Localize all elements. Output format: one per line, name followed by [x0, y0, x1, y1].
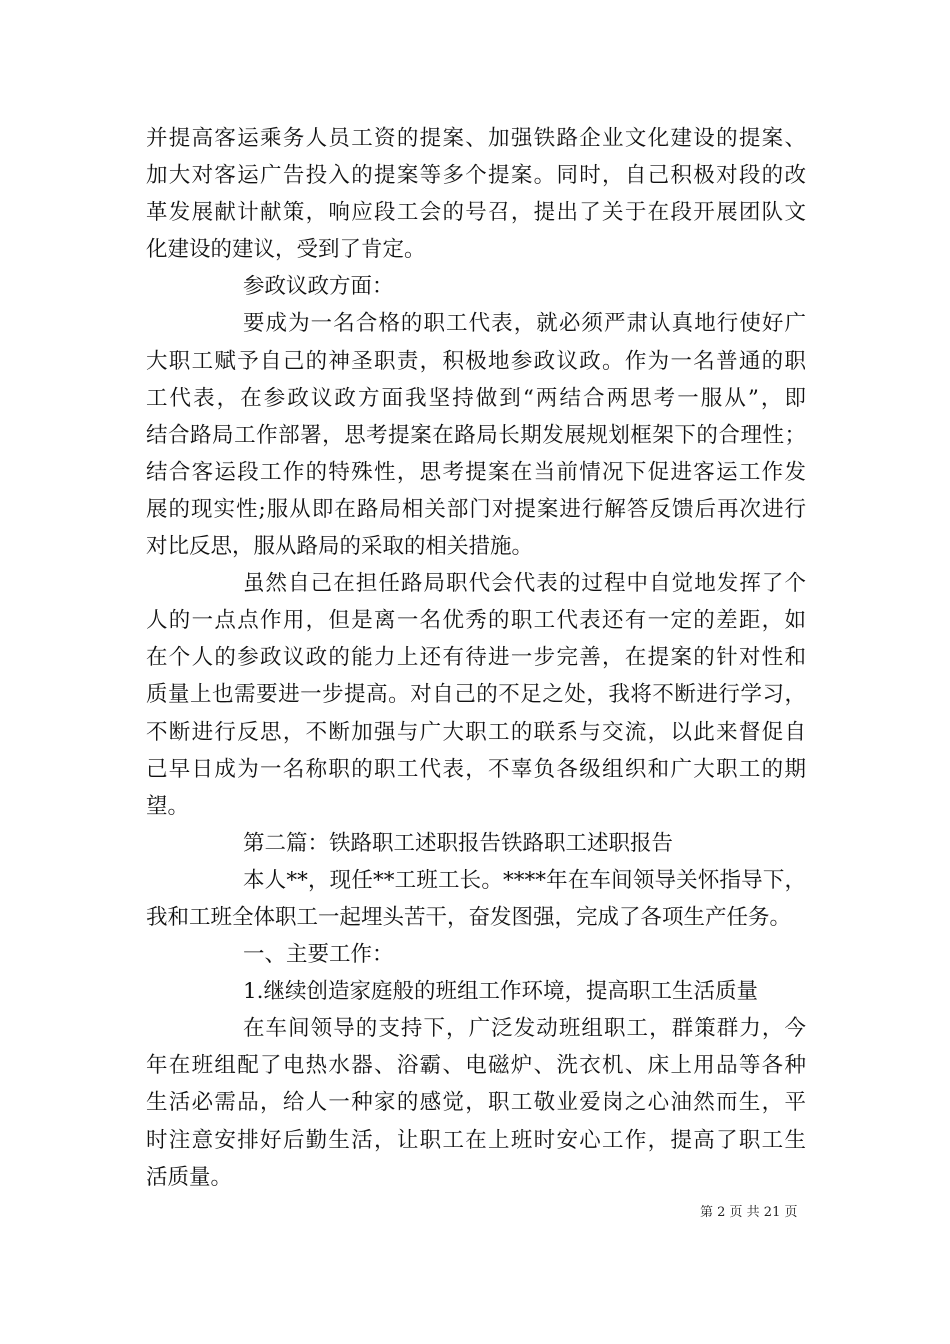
- text-line: 己早日成为一名称职的职工代表，不辜负各级组织和广大职工的期: [146, 756, 806, 782]
- text-line: 结合客运段工作的特殊性，思考提案在当前情况下促进客运工作发: [146, 459, 806, 485]
- text-line: 第二篇：铁路职工述职报告铁路职工述职报告: [243, 830, 674, 856]
- text-line: 我和工班全体职工一起埋头苦干，奋发图强，完成了各项生产任务。: [146, 904, 792, 930]
- text-line: 一、主要工作：: [243, 942, 394, 968]
- text-line: 要成为一名合格的职工代表，就必须严肃认真地行使好广: [243, 311, 806, 337]
- text-line: 时注意安排好后勤生活，让职工在上班时安心工作，提高了职工生: [146, 1127, 806, 1153]
- text-line: 1.继续创造家庭般的班组工作环境，提高职工生活质量: [243, 979, 759, 1005]
- page-number-footer: 第 2 页 共 21 页: [700, 1205, 798, 1220]
- text-line: 结合路局工作部署，思考提案在路局长期发展规划框架下的合理性；: [146, 422, 806, 448]
- text-line: 在车间领导的支持下，广泛发动班组职工，群策群力，今: [243, 1016, 806, 1042]
- text-line: 虽然自己在担任路局职代会代表的过程中自觉地发挥了个: [243, 571, 806, 597]
- text-line: 生活必需品，给人一种家的感觉，职工敬业爱岗之心油然而生，平: [146, 1090, 806, 1116]
- text-line: 并提高客运乘务人员工资的提案、加强铁路企业文化建设的提案、: [146, 126, 806, 151]
- text-line: 质量上也需要进一步提高。对自己的不足之处，我将不断进行学习，: [146, 682, 806, 708]
- text-line: 展的现实性;服从即在路局相关部门对提案进行解答反馈后再次进行: [146, 496, 806, 522]
- text-line: 不断进行反思，不断加强与广大职工的联系与交流，以此来督促自: [146, 719, 806, 745]
- text-line: 人的一点点作用，但是离一名优秀的职工代表还有一定的差距，如: [146, 608, 806, 634]
- text-line: 革发展献计献策，响应段工会的号召，提出了关于在段开展团队文: [146, 200, 806, 226]
- text-line: 在个人的参政议政的能力上还有待进一步完善，在提案的针对性和: [146, 645, 806, 671]
- text-line: 参政议政方面：: [243, 274, 394, 300]
- text-line: 望。: [146, 793, 190, 819]
- text-line: 本人**，现任**工班工长。****年在车间领导关怀指导下，: [243, 867, 806, 893]
- text-line: 对比反思，服从路局的采取的相关措施。: [146, 534, 534, 560]
- document-body: [146, 120, 806, 1196]
- text-line: 化建设的建议，受到了肯定。: [146, 237, 426, 263]
- text-line: 加大对客运广告投入的提案等多个提案。同时，自己积极对段的改: [146, 163, 806, 189]
- text-line: 年在班组配了电热水器、浴霸、电磁炉、洗衣机、床上用品等各种: [146, 1053, 806, 1079]
- text-line: 工代表，在参政议政方面我坚持做到“两结合两思考一服从”，即: [146, 385, 806, 411]
- text-line: 活质量。: [146, 1164, 233, 1190]
- text-line: 大职工赋予自己的神圣职责，积极地参政议政。作为一名普通的职: [146, 348, 806, 374]
